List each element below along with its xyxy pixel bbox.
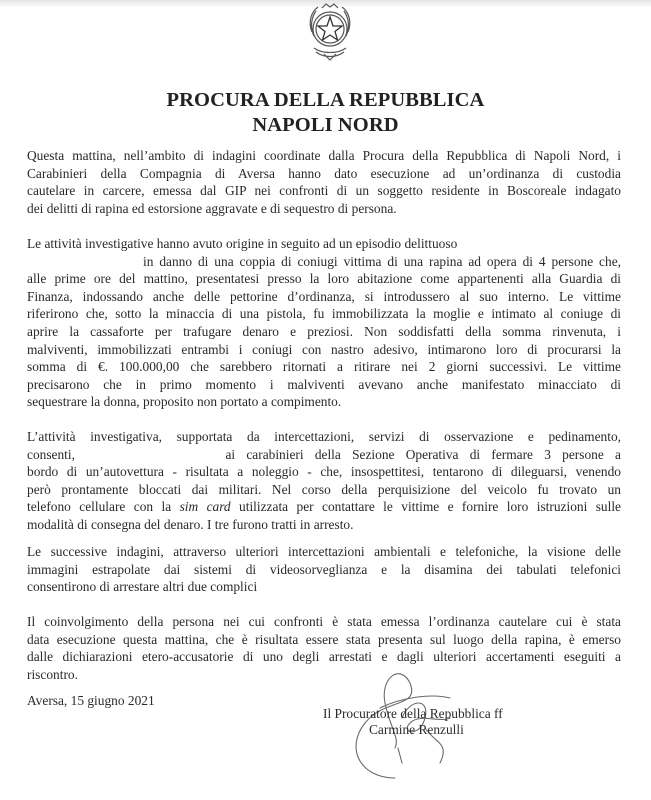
italian-republic-emblem-icon bbox=[302, 2, 358, 64]
text-line bbox=[27, 446, 621, 464]
paragraph-4 bbox=[27, 543, 621, 596]
text-line: dalle dichiarazioni etero-accusatorie di uno degli arrestati e dagli ulteriori accertamenti eseguiti a bbox=[27, 649, 621, 665]
text-line: somma di €. 100.000,00 che sarebbero ritornati a ritirare nei 2 giorni successivi. Le vittime bbox=[27, 359, 621, 375]
text-line: bordo di un’autovettura - risultata a noleggio - che, insospettitesi, tentarono di dileguarsi, venendo bbox=[27, 464, 621, 480]
text-line: modalità di consegna del denaro. I tre furono tratti in arresto. bbox=[27, 516, 354, 532]
text-line: cautelare in carcere, emessa dal GIP nei confronti di un soggetto residente in Boscoreale indagato bbox=[27, 183, 621, 199]
emphasized-term: sim card bbox=[179, 499, 231, 515]
text-line: aprire la cassaforte per trafugare denaro e preziosi. Non soddisfatti della somma rinvenuta, i bbox=[27, 323, 621, 339]
text-line: dei delitti di rapina ed estorsione aggravate e di sequestro di persona. bbox=[27, 200, 397, 216]
text-line: riscontro. bbox=[27, 666, 78, 682]
text-line: L’attività investigativa, supportata da intercettazioni, servizi di osservazione e pedinamento, bbox=[27, 429, 621, 444]
text-line: immagini estrapolate dai sistemi di videosorveglianza e la disamina dei tabulati telefonici bbox=[27, 561, 621, 577]
text-line: alle prime ore del mattino, presentatesi presso la loro abitazione come appartenenti alla Guardia di bbox=[27, 271, 621, 287]
text-line: riferirono che, sotto la minaccia di una pistola, fu immobilizzata la moglie e intimato al coniuge di bbox=[27, 306, 621, 322]
text-fragment: telefono cellulare con la bbox=[27, 499, 172, 515]
office-title: PROCURA DELLA REPUBBLICA bbox=[166, 89, 485, 111]
text-line: Questa mattina, nell’ambito di indagini coordinate dalla Procura della Repubblica di Napoli Nord, i bbox=[27, 148, 621, 163]
place-and-date: Aversa, 15 giugno 2021 bbox=[27, 693, 155, 708]
text-line: Le attività investigative hanno avuto origine in seguito ad un episodio delittuoso bbox=[27, 236, 458, 251]
text-line: Il coinvolgimento della persona nei cui confronti è stata emessa l’ordinanza cautelare cui è stata bbox=[27, 614, 621, 629]
text-line: malviventi, immobilizzati entrambi i coniugi con nastro adesivo, intimarono loro di procurarsi la bbox=[27, 341, 621, 357]
signatory-title: Il Procuratore della Repubblica ff bbox=[323, 706, 503, 721]
text-line: precisarono che in primo momento i malviventi avevano anche manifestato minacciato di bbox=[27, 376, 621, 392]
text-line: però prontamente bloccati dai militari. Nel corso della perquisizione del veicolo fu trovato un bbox=[27, 481, 621, 497]
paragraph-5 bbox=[27, 613, 621, 683]
paragraph-1 bbox=[27, 147, 621, 217]
text-line: sequestrare la donna, proposito non portato a compimento. bbox=[27, 394, 342, 410]
text-line bbox=[27, 498, 621, 516]
paragraph-2 bbox=[27, 235, 621, 411]
text-line: Le successive indagini, attraverso ulteriori intercettazioni ambientali e telefoniche, la visione delle bbox=[27, 544, 621, 559]
text-line: consentirono di arrestare altri due complici bbox=[27, 579, 258, 595]
text-line: in danno di una coppia di coniugi vittima di una rapina ad opera di 4 persone che, bbox=[143, 253, 621, 269]
text-line: data esecuzione questa mattina, che è risultata essere stata presenta sul luogo della rapina, è emerso bbox=[27, 631, 621, 647]
office-subtitle: NAPOLI NORD bbox=[252, 114, 399, 136]
text-fragment: utilizzata per contattare le vittime e fornire loro istruzioni sulle bbox=[239, 499, 621, 515]
text-fragment: ai carabinieri della Sezione Operativa di fermare 3 persone a bbox=[225, 446, 621, 462]
text-line: Carabinieri della Compagnia di Aversa hanno dato esecuzione ad un’ordinanza di custodia bbox=[27, 165, 621, 181]
text-fragment: consenti, bbox=[27, 446, 75, 462]
text-line: Finanza, indossando anche delle pettorine d’ordinanza, si introdussero al suo interno. Le vittime bbox=[27, 288, 621, 304]
paragraph-3 bbox=[27, 428, 621, 534]
signatory-name: Carmine Renzulli bbox=[369, 722, 464, 737]
